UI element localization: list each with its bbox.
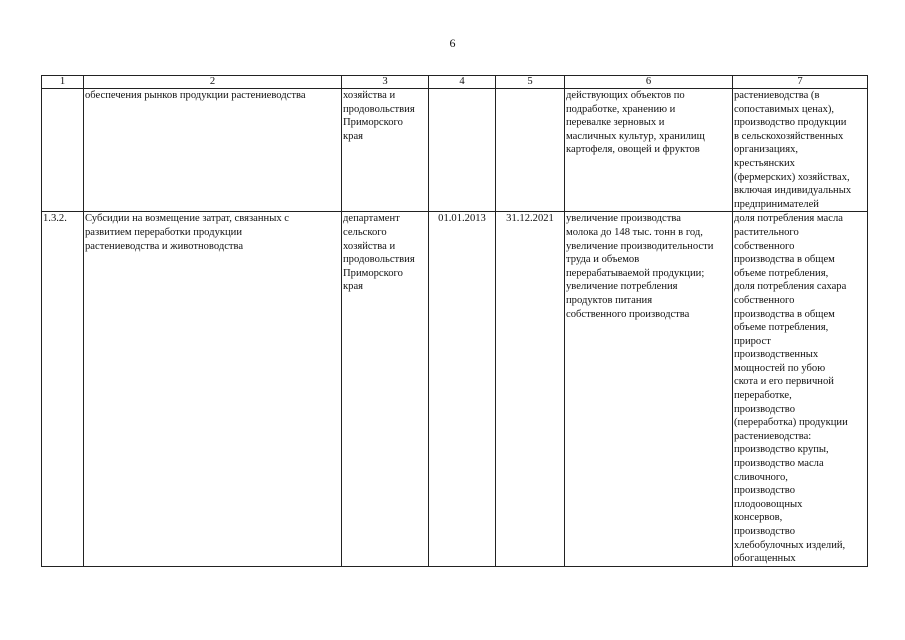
table-row	[42, 212, 868, 567]
measure-name-cell: обеспечения рынков продукции растениеводства	[84, 89, 342, 212]
executor-cell: хозяйства и продовольствия Приморского края	[342, 89, 429, 212]
expected-result-cell: действующих объектов по подработке, хранению и перевалке зерновых и масличных культур, хранилищ картофеля, овощей и фруктов	[565, 89, 733, 212]
column-number-row	[42, 76, 868, 89]
column-header-7: 7	[733, 76, 868, 89]
row-number-cell	[42, 89, 84, 212]
column-header-1: 1	[42, 76, 84, 89]
indicator-cell: доля потребления масла растительного собственного производства в общем объеме потребления, доля потребления сахара собственного производства в общем объеме потребления, прирост производственных мощностей по убою скота и его первичной переработке, производство (переработка) продукции растениеводства: производство крупы, производство масла сливочного, производство плодоовощных консервов, производство хлебобулочных изделий, обогащенных	[733, 212, 868, 567]
page-number: 6	[449, 36, 456, 50]
column-header-3: 3	[342, 76, 429, 89]
column-header-4: 4	[429, 76, 496, 89]
end-date-cell: 31.12.2021	[496, 212, 565, 567]
start-date-cell	[429, 89, 496, 212]
table-row	[42, 89, 868, 212]
column-header-5: 5	[496, 76, 565, 89]
column-header-2: 2	[84, 76, 342, 89]
executor-cell: департамент сельского хозяйства и продовольствия Приморского края	[342, 212, 429, 567]
expected-result-cell: увеличение производства молока до 148 тыс. тонн в год, увеличение производительности труда и объемов перерабатываемой продукции; увеличение потребления продуктов питания собственного производства	[565, 212, 733, 567]
column-header-6: 6	[565, 76, 733, 89]
indicator-cell: растениеводства (в сопоставимых ценах), производство продукции в сельскохозяйственных организациях, крестьянских (фермерских) хозяйствах, включая индивидуальных предпринимателей	[733, 89, 868, 212]
start-date-cell: 01.01.2013	[429, 212, 496, 567]
row-number-cell: 1.3.2.	[42, 212, 84, 567]
measure-name-cell: Субсидии на возмещение затрат, связанных с развитием переработки продукции растениеводства и животноводства	[84, 212, 342, 567]
end-date-cell	[496, 89, 565, 212]
program-measures-table	[41, 75, 868, 567]
